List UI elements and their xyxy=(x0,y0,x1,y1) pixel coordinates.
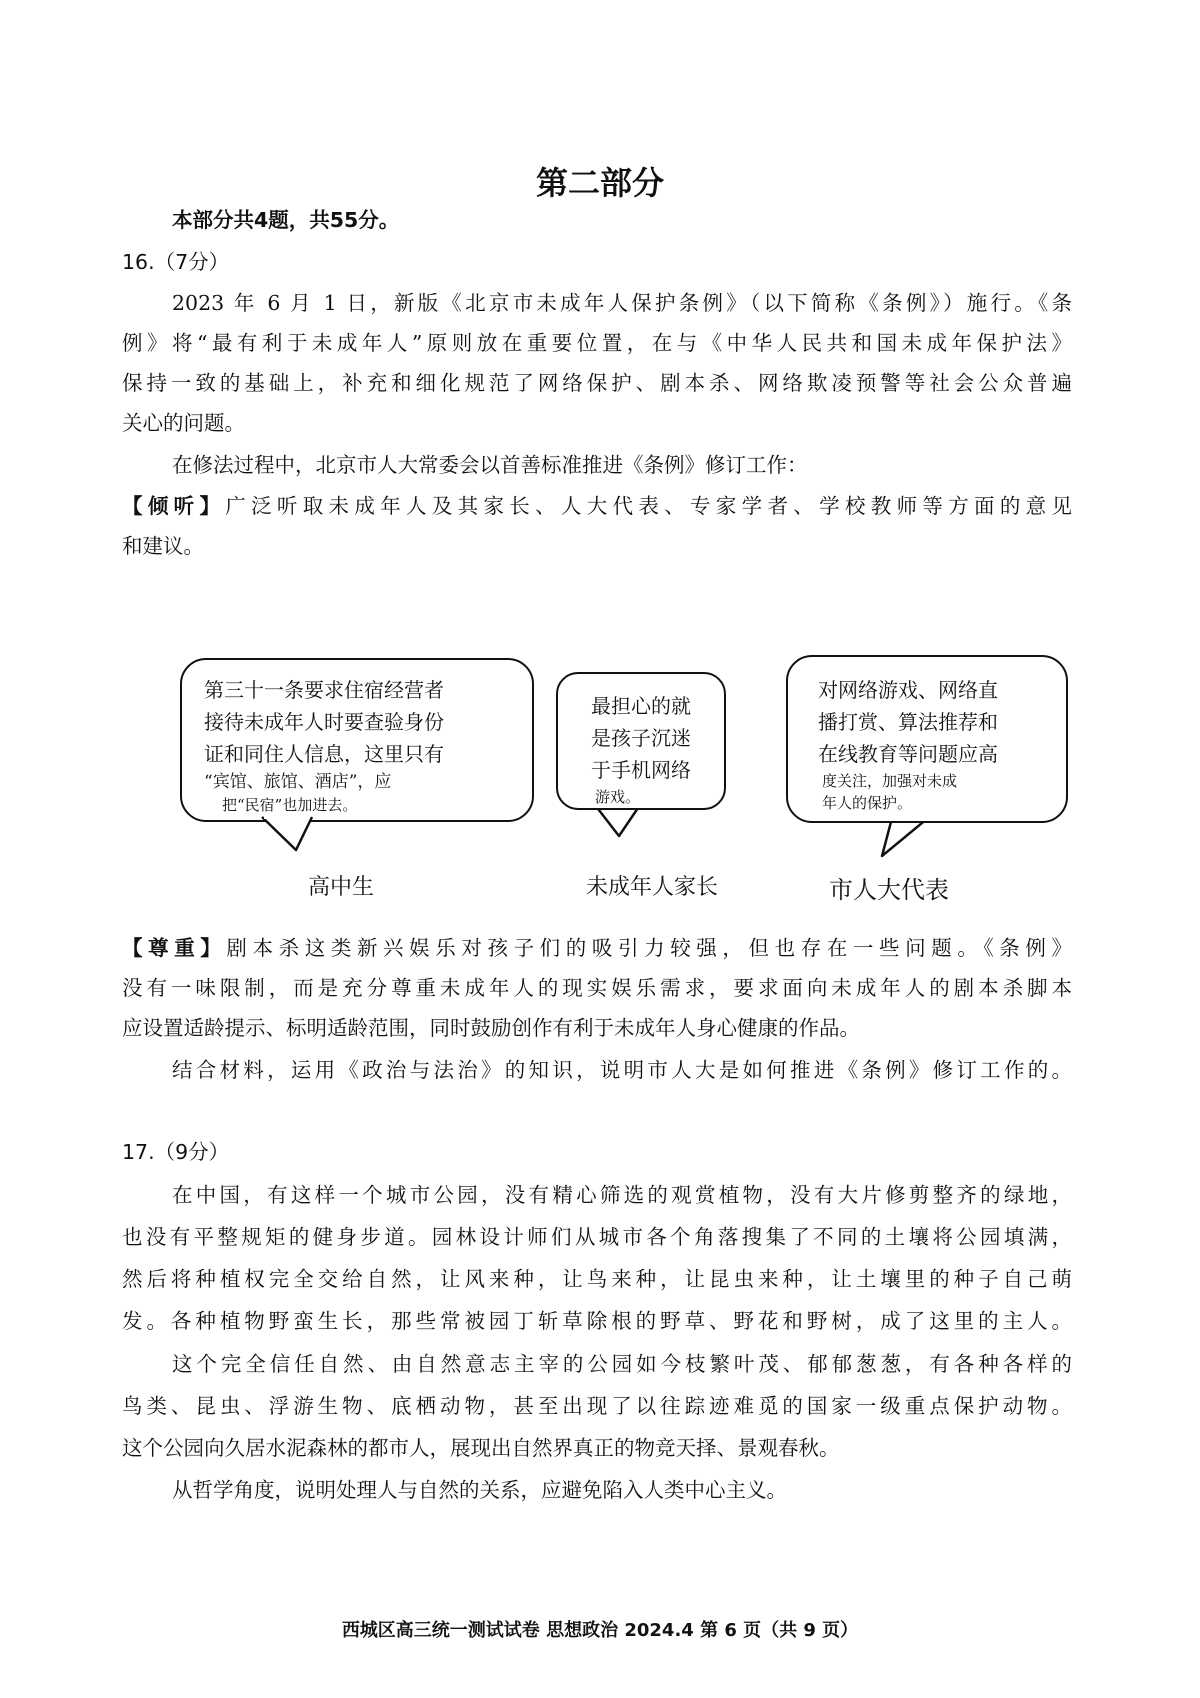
bubble-line: 是孩子沉迷 xyxy=(591,726,691,750)
part-intro: 本部分共4题，共55分。 xyxy=(172,208,400,232)
speaker-deputy: 市人大代表 xyxy=(829,876,949,904)
page-footer: 西城区高三统一测试试卷 思想政治 2024.4 第 6 页（共 9 页） xyxy=(341,1620,859,1641)
bubble-small-line: 度关注，加强对未成 年人的保护。 xyxy=(822,772,958,812)
part-title: 第二部分 xyxy=(535,164,664,202)
bubble-small-line: 把“民宿”也加进去。 xyxy=(222,796,358,814)
bubble-line: 第三十一条要求住宿经营者 xyxy=(204,678,444,702)
q17-p2-line: 鸟类、昆虫、浮游生物、底栖动物，甚至出现了以往踪迹难觅的国家一级重点保护动物。 xyxy=(122,1394,1072,1418)
listen-tag: 【倾听】 xyxy=(122,494,226,518)
bubble-small-line: 游戏。 xyxy=(595,788,641,806)
q16-p1-line: 关心的问题。 xyxy=(122,411,245,435)
bubble-line: 于手机网络 xyxy=(591,758,691,782)
q16-p1-line: 保持一致的基础上，补充和细化规范了网络保护、剧本杀、网络欺凌预警等社会公众普遍 xyxy=(122,371,1072,395)
q17-number: 17.（9分） xyxy=(122,1140,230,1164)
bubble-line: 证和同住人信息，这里只有 xyxy=(204,742,444,766)
q16-respect-line: 没有一味限制，而是充分尊重未成年人的现实娱乐需求，要求面向未成年人的剧本杀脚本 xyxy=(122,976,1072,1000)
bubble-parent-text xyxy=(591,690,691,808)
bubble-line: “宾馆、旅馆、酒店”，应 xyxy=(204,772,392,792)
q16-respect-line: 应设置适龄提示、标明适龄范围，同时鼓励创作有利于未成年人身心健康的作品。 xyxy=(122,1016,860,1040)
bubble-line: 接待未成年人时要查验身份 xyxy=(204,710,444,734)
q17-p1-line: 发。各种植物野蛮生长，那些常被园丁斩草除根的野草、野花和野树，成了这里的主人。 xyxy=(122,1309,1072,1333)
q16-number: 16.（7分） xyxy=(122,250,230,274)
bubble-deputy-text xyxy=(818,674,998,814)
q17-p1-line: 然后将种植权完全交给自然，让风来种，让鸟来种，让昆虫来种，让土壤里的种子自己萌 xyxy=(122,1267,1072,1291)
q17-p1-line: 在中国，有这样一个城市公园，没有精心筛选的观赏植物，没有大片修剪整齐的绿地， xyxy=(172,1183,1072,1207)
bubble-line: 在线教育等问题应高 xyxy=(818,742,998,766)
bubble-student-text xyxy=(204,674,444,816)
q17-p2-line: 这个公园向久居水泥森林的都市人，展现出自然界真正的物竞天择、景观春秋。 xyxy=(122,1436,840,1460)
bubble-line: 最担心的就 xyxy=(591,694,691,718)
q17-p1-line: 也没有平整规矩的健身步道。园林设计师们从城市各个角落搜集了不同的土壤将公园填满， xyxy=(122,1225,1072,1249)
q17-p2-line: 这个完全信任自然、由自然意志主宰的公园如今枝繁叶茂、郁郁葱葱，有各种各样的 xyxy=(172,1352,1072,1376)
q16-listen-line: 和建议。 xyxy=(122,534,204,558)
q17-task: 从哲学角度，说明处理人与自然的关系，应避免陷入人类中心主义。 xyxy=(172,1478,787,1502)
bubble-line: 对网络游戏、网络直 xyxy=(818,678,998,702)
q16-p1-line: 2023 年 6 月 1 日，新版《北京市未成年人保护条例》（以下简称《条例》）施行。《条 xyxy=(172,291,1072,315)
q16-p2: 在修法过程中，北京市人大常委会以首善标准推进《条例》修订工作： xyxy=(172,453,808,477)
speaker-student: 高中生 xyxy=(308,875,375,900)
q16-task: 结合材料，运用《政治与法治》的知识，说明市人大是如何推进《条例》修订工作的。 xyxy=(172,1058,1072,1082)
respect-text: 剧本杀这类新兴娱乐对孩子们的吸引力较强，但也存在一些问题。《条例》 xyxy=(226,936,1073,960)
respect-tag: 【尊重】 xyxy=(122,936,227,960)
bubble-line: 播打赏、算法推荐和 xyxy=(818,710,998,734)
speaker-parent: 未成年人家长 xyxy=(586,875,719,900)
listen-text: 广泛听取未成年人及其家长、人大代表、专家学者、学校教师等方面的意见 xyxy=(225,494,1073,518)
q16-p1-line: 例》将“最有利于未成年人”原则放在重要位置，在与《中华人民共和国未成年保护法》 xyxy=(122,331,1072,355)
q16-respect-line xyxy=(122,933,1072,963)
